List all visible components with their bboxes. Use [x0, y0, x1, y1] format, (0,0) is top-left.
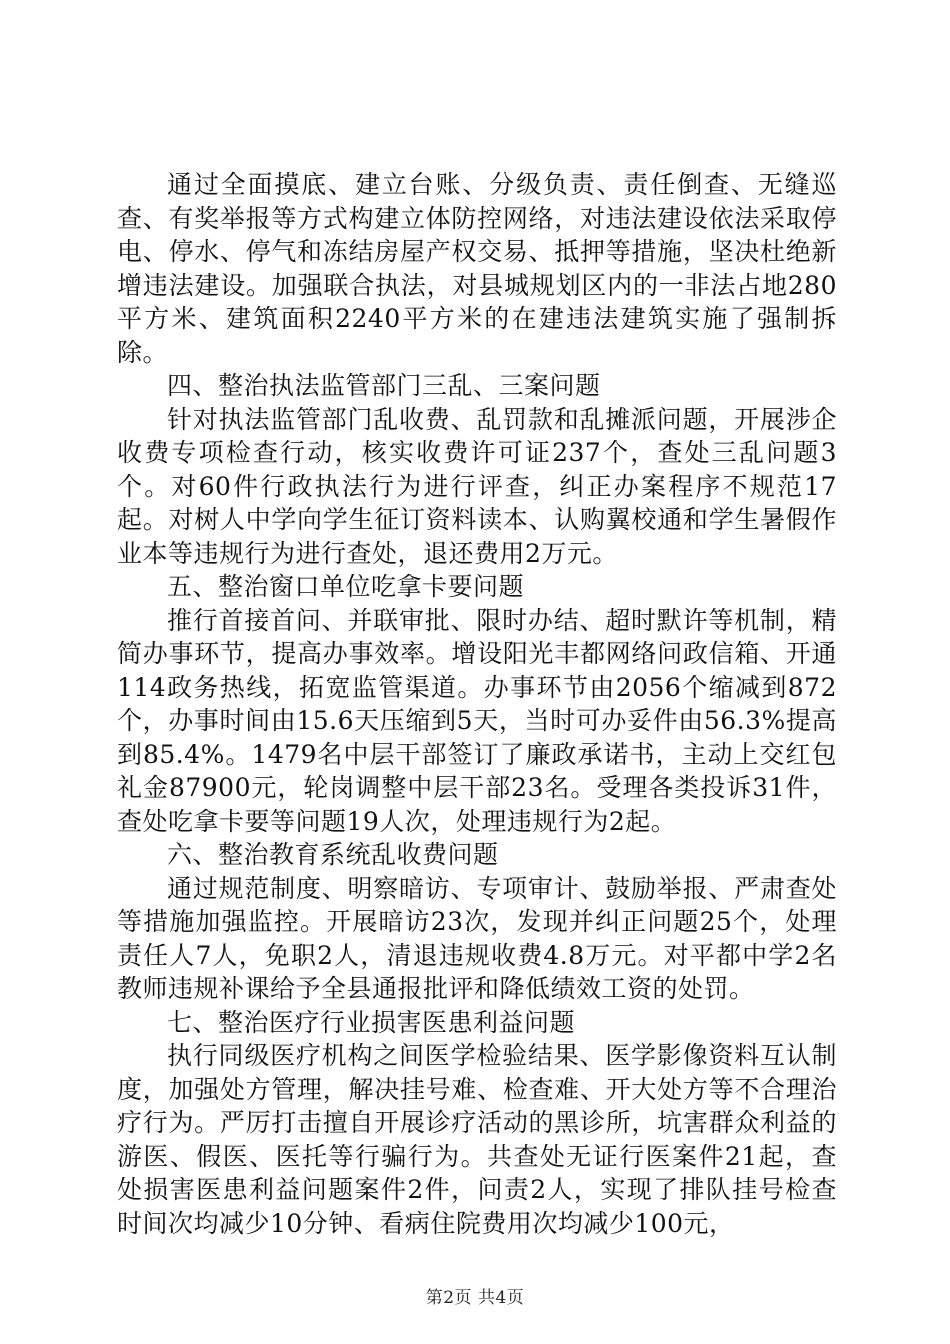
document-body: [117, 168, 837, 1240]
paragraph-education-fees: 通过规范制度、明察暗访、专项审计、鼓励举报、严肃查处等措施加强监控。开展暗访23次，发现并纠正问题25个，处理责任人7人，免职2人，清退违规收费4.8万元。对平都中学2名教师违规补课给予全县通报批评和降低绩效工资的处罚。: [117, 873, 837, 1003]
paragraph-window-units: 推行首接首问、并联审批、限时办结、超时默许等机制，精简办事环节，提高办事效率。增设阳光丰都网络问政信箱、开通114政务热线，拓宽监管渠道。办事环节由2056个缩减到872个，办事时间由15.6天压缩到5天，当时可办妥件由56.3%提高到85.4%。1479名中层干部签订了廉政承诺书，主动上交红包礼金87900元，轮岗调整中层干部23名。受理各类投诉31件，查处吃拿卡要等问题19人次，处理违规行为2起。: [117, 605, 837, 836]
paragraph-illegal-construction: 通过全面摸底、建立台账、分级负责、责任倒查、无缝巡查、有奖举报等方式构建立体防控网络，对违法建设依法采取停电、停水、停气和冻结房屋产权交易、抵押等措施，坚决杜绝新增违法建设。加强联合执法，对县城规划区内的一非法占地280平方米、建筑面积2240平方米的在建违法建筑实施了强制拆除。: [117, 170, 837, 367]
section-heading-6: 六、整治教育系统乱收费问题: [167, 840, 499, 869]
paragraph-enforcement-fees: 针对执法监管部门乱收费、乱罚款和乱摊派问题，开展涉企收费专项检查行动，核实收费许可证237个，查处三乱问题3个。对60件行政执法行为进行评查，纠正办案程序不规范17起。对树人中学向学生征订资料读本、认购翼校通和学生暑假作业本等违规行为进行查处，退还费用2万元。: [117, 404, 837, 568]
section-heading-4: 四、整治执法监管部门三乱、三案问题: [167, 371, 601, 400]
section-heading-7: 七、整治医疗行业损害医患利益问题: [167, 1007, 576, 1037]
page-footer: 第2页 共4页: [425, 1288, 525, 1308]
section-heading-5: 五、整治窗口单位吃拿卡要问题: [167, 572, 525, 601]
paragraph-medical: 执行同级医疗机构之间医学检验结果、医学影像资料互认制度，加强处方管理，解决挂号难、检查难、开大处方等不合理治疗行为。严厉打击擅自开展诊疗活动的黑诊所，坑害群众利益的游医、假医、医托等行骗行为。共查处无证行医案件21起，查处损害医患利益问题案件2件，问责2人，实现了排队挂号检查时间次均减少10分钟、看病住院费用次均减少100元，: [117, 1041, 837, 1238]
